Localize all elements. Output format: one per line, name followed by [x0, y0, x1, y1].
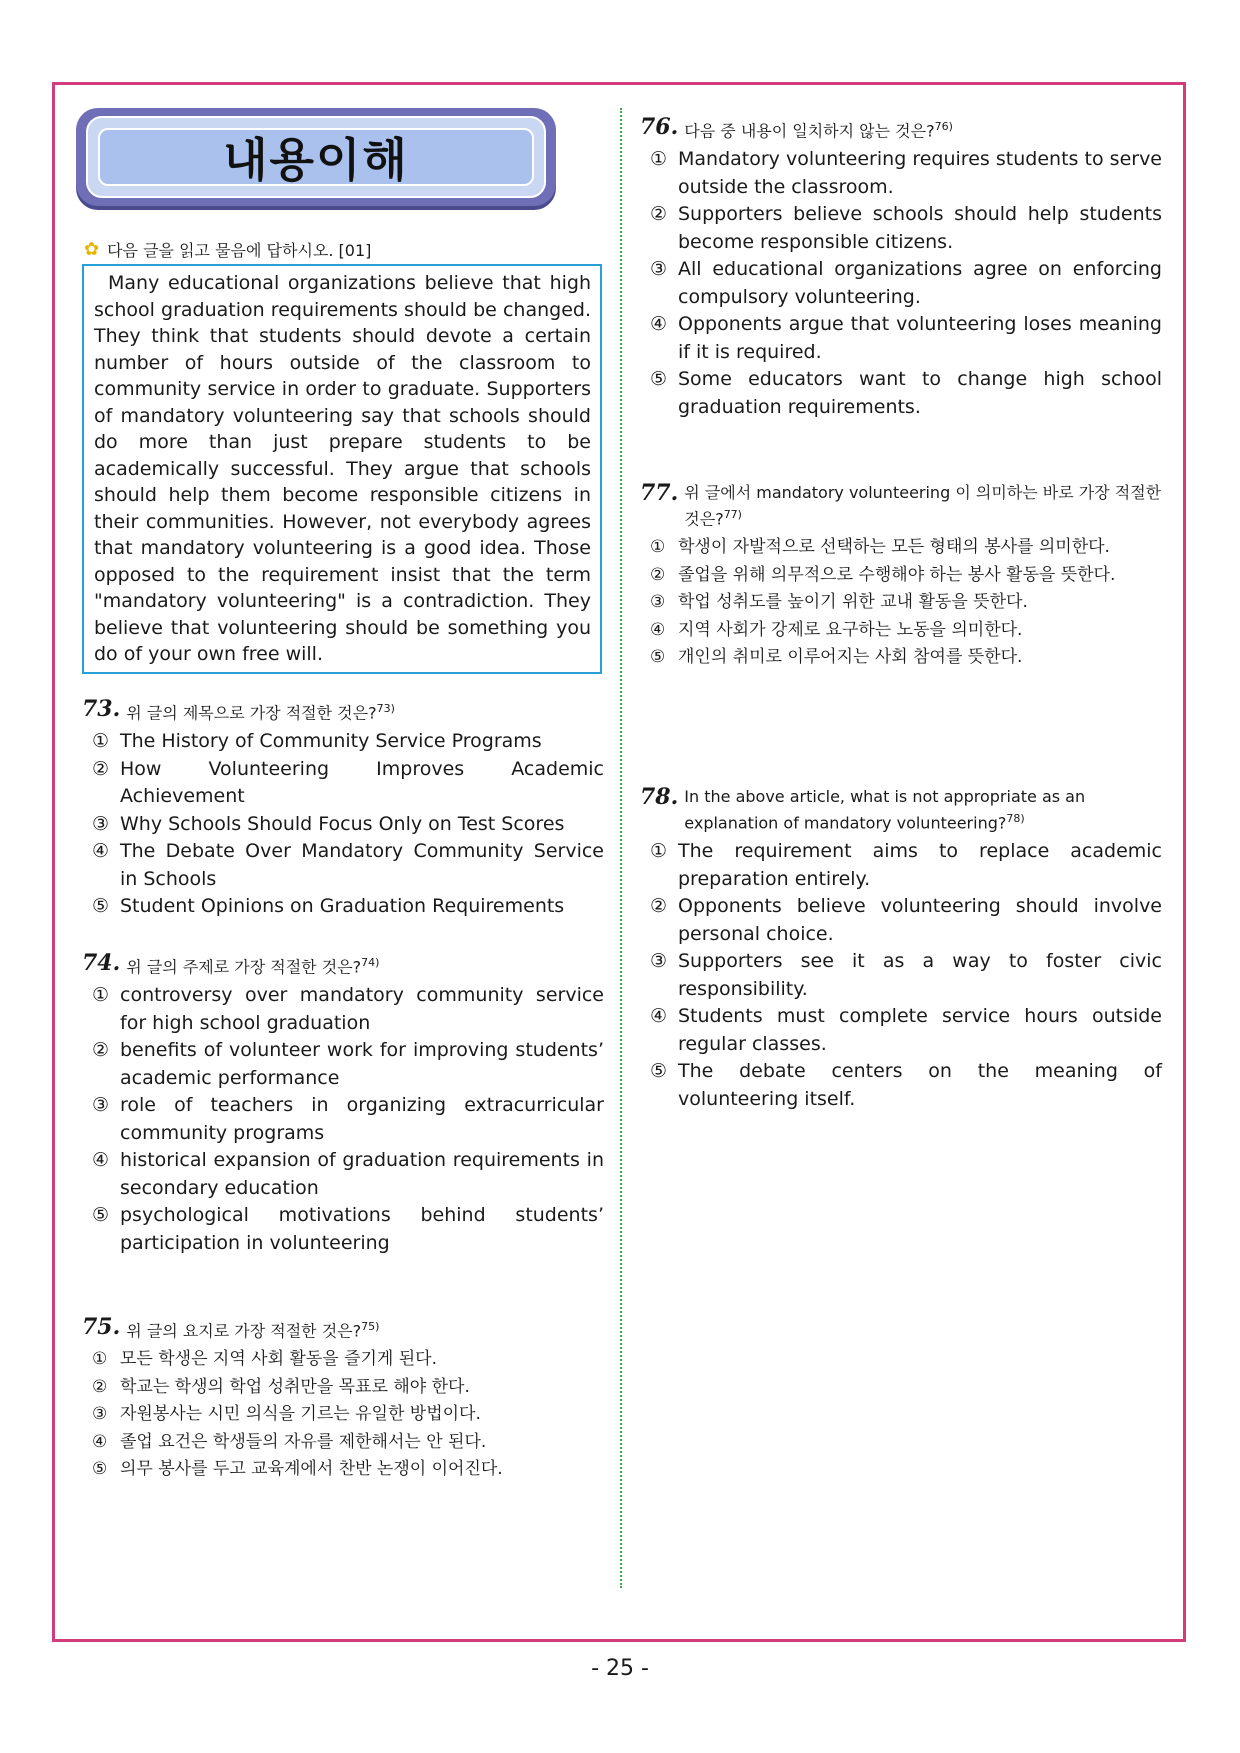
option-mark: ⑤ — [92, 895, 110, 918]
question-77 — [640, 482, 1162, 672]
question-ref: 76) — [934, 120, 953, 133]
section-title-badge — [76, 108, 556, 206]
option-text: benefits of volunteer work for improving students’ academic performance — [120, 1039, 604, 1089]
option-text: controversy over mandatory community service for high school graduation — [120, 984, 604, 1034]
option-mark: ④ — [650, 313, 668, 336]
option-text: 자원봉사는 시민 의식을 기르는 유일한 방법이다. — [120, 1404, 481, 1425]
option-4[interactable] — [92, 1147, 604, 1202]
option-text: The debate centers on the meaning of volunteering itself. — [678, 1060, 1162, 1110]
option-text: How Volunteering Improves Academic Achievement — [120, 757, 604, 808]
option-text: 졸업 요건은 학생들의 자유를 제한해서는 안 된다. — [120, 1431, 487, 1452]
options-74 — [82, 982, 604, 1257]
option-text: The requirement aims to replace academic preparation entirely. — [678, 840, 1162, 890]
option-text: The Debate Over Mandatory Community Service in Schools — [120, 840, 604, 890]
options-76 — [640, 146, 1162, 421]
question-text: 다음 중 내용이 일치하지 않는 것은? — [684, 121, 935, 141]
options-78 — [640, 838, 1162, 1113]
option-mark: ① — [650, 148, 668, 171]
option-text: Students must complete service hours outside regular classes. — [678, 1005, 1162, 1055]
option-5[interactable] — [650, 1058, 1162, 1113]
option-2[interactable] — [92, 1374, 604, 1402]
option-1[interactable] — [650, 534, 1162, 562]
option-mark: ② — [92, 1039, 110, 1062]
option-mark: ② — [92, 757, 110, 780]
option-text: 지역 사회가 강제로 요구하는 노동을 의미한다. — [678, 619, 1023, 640]
instruction-text: 다음 글을 읽고 물음에 답하시오. [01] — [107, 241, 372, 260]
question-number: 74. — [82, 950, 121, 976]
option-3[interactable] — [650, 589, 1162, 617]
question-75 — [82, 1316, 604, 1484]
option-text: 의무 봉사를 두고 교육계에서 찬반 논쟁이 이어진다. — [120, 1459, 503, 1480]
option-text: Some educators want to change high school graduation requirements. — [678, 368, 1162, 418]
option-2[interactable] — [650, 893, 1162, 948]
option-1[interactable] — [650, 838, 1162, 893]
question-text: In the above article, what is not appropriate as an explanation of mandatory volunteering? — [684, 787, 1086, 833]
question-76 — [640, 116, 1162, 421]
question-number: 76. — [640, 114, 679, 140]
option-4[interactable] — [92, 1429, 604, 1457]
flower-icon: ✿ — [84, 239, 100, 260]
option-text: historical expansion of graduation requirements in secondary education — [120, 1149, 604, 1199]
option-3[interactable] — [650, 948, 1162, 1003]
option-4[interactable] — [650, 311, 1162, 366]
option-mark: ⑤ — [650, 1060, 668, 1083]
question-text: 위 글에서 mandatory volunteering 이 의미하는 바로 가장 적절한 것은? — [684, 483, 1162, 529]
option-text: Mandatory volunteering requires students to serve outside the classroom. — [678, 148, 1162, 198]
option-mark: ② — [650, 895, 668, 918]
instruction — [84, 238, 371, 261]
option-mark: ③ — [92, 1094, 110, 1117]
section-title: 내용이해 — [223, 133, 409, 187]
option-4[interactable] — [650, 1003, 1162, 1058]
question-number: 73. — [82, 696, 121, 722]
options-73 — [82, 728, 604, 921]
option-5[interactable] — [92, 1202, 604, 1257]
option-2[interactable] — [650, 201, 1162, 256]
option-5[interactable] — [92, 893, 604, 921]
option-mark: ④ — [92, 1431, 108, 1452]
option-mark: ② — [650, 203, 668, 226]
option-text: Opponents argue that volunteering loses meaning if it is required. — [678, 313, 1162, 363]
option-text: Why Schools Should Focus Only on Test Scores — [120, 812, 565, 835]
question-ref: 74) — [361, 956, 380, 969]
reading-passage-box — [82, 264, 602, 674]
option-3[interactable] — [92, 811, 604, 839]
option-mark: ① — [650, 840, 668, 863]
option-mark: ⑤ — [92, 1204, 110, 1227]
page-number: - 25 - — [591, 1656, 649, 1681]
option-5[interactable] — [650, 366, 1162, 421]
option-mark: ⑤ — [650, 368, 668, 391]
option-4[interactable] — [92, 838, 604, 893]
option-mark: ③ — [92, 812, 110, 835]
option-text: 학교는 학생의 학업 성취만을 목표로 해야 한다. — [120, 1376, 470, 1397]
options-77 — [640, 534, 1162, 672]
option-text: The History of Community Service Programs — [120, 730, 542, 753]
question-ref: 73) — [376, 702, 395, 715]
question-text: 위 글의 주제로 가장 적절한 것은? — [126, 957, 362, 977]
option-text: role of teachers in organizing extracurricular community programs — [120, 1094, 604, 1144]
option-1[interactable] — [92, 1346, 604, 1374]
option-mark: ② — [650, 564, 666, 585]
option-mark: ④ — [650, 1005, 668, 1028]
option-mark: ④ — [650, 619, 666, 640]
option-text: 졸업을 위해 의무적으로 수행해야 하는 봉사 활동을 뜻한다. — [678, 564, 1116, 585]
option-4[interactable] — [650, 617, 1162, 645]
option-mark: ① — [92, 730, 110, 753]
option-1[interactable] — [92, 728, 604, 756]
option-1[interactable] — [92, 982, 604, 1037]
option-5[interactable] — [92, 1456, 604, 1484]
question-ref: 75) — [361, 1320, 380, 1333]
option-3[interactable] — [650, 256, 1162, 311]
option-text: Student Opinions on Graduation Requirements — [120, 895, 565, 918]
option-text: Supporters believe schools should help students become responsible citizens. — [678, 203, 1162, 253]
question-ref: 78) — [1006, 812, 1025, 825]
question-number: 75. — [82, 1314, 121, 1340]
option-text: 모든 학생은 지역 사회 활동을 즐기게 된다. — [120, 1349, 438, 1370]
option-text: All educational organizations agree on enforcing compulsory volunteering. — [678, 258, 1162, 308]
option-text: 개인의 취미로 이루어지는 사회 참여를 뜻한다. — [678, 647, 1023, 668]
passage-text: Many educational organizations believe that high school graduation requirements should be changed. They think that students should devote a certain number of hours outside of the classroom to community service in order to graduate. Supporters of mandatory volunteering say that schools should do more than just prepare students to be academically successful. They argue that schools should help them become responsible citizens in their communities. However, not everybody agrees that mandatory volunteering is a good idea. Those opposed to the requirement insist that the term "mandatory volunteering" is a contradiction. They believe that volunteering should be something you do of your own free will. — [94, 272, 591, 665]
option-mark: ④ — [92, 840, 110, 863]
option-2[interactable] — [92, 756, 604, 811]
question-ref: 77) — [723, 508, 742, 521]
question-78 — [640, 786, 1162, 1113]
option-mark: ⑤ — [650, 647, 666, 668]
question-73 — [82, 698, 604, 921]
option-5[interactable] — [650, 644, 1162, 672]
option-mark: ② — [92, 1376, 108, 1397]
question-text: 위 글의 요지로 가장 적절한 것은? — [126, 1321, 362, 1341]
question-number: 77. — [640, 480, 679, 506]
option-mark: ① — [92, 1349, 108, 1370]
option-mark: ⑤ — [92, 1459, 108, 1480]
column-divider — [620, 108, 622, 1588]
option-mark: ① — [650, 537, 666, 558]
option-text: 학업 성취도를 높이기 위한 교내 활동을 뜻한다. — [678, 592, 1028, 613]
option-3[interactable] — [92, 1401, 604, 1429]
option-text: Supporters see it as a way to foster civic responsibility. — [678, 950, 1162, 1000]
option-2[interactable] — [92, 1037, 604, 1092]
option-mark: ③ — [650, 950, 668, 973]
question-74 — [82, 952, 604, 1257]
option-text: Opponents believe volunteering should involve personal choice. — [678, 895, 1162, 945]
option-mark: ④ — [92, 1149, 110, 1172]
option-mark: ① — [92, 984, 110, 1007]
options-75 — [82, 1346, 604, 1484]
option-mark: ③ — [650, 258, 668, 281]
question-number: 78. — [640, 784, 679, 810]
question-text: 위 글의 제목으로 가장 적절한 것은? — [126, 703, 377, 723]
option-mark: ③ — [650, 592, 666, 613]
option-1[interactable] — [650, 146, 1162, 201]
option-mark: ③ — [92, 1404, 108, 1425]
option-text: 학생이 자발적으로 선택하는 모든 형태의 봉사를 의미한다. — [678, 537, 1110, 558]
option-3[interactable] — [92, 1092, 604, 1147]
option-text: psychological motivations behind students’ participation in volunteering — [120, 1204, 604, 1254]
option-2[interactable] — [650, 562, 1162, 590]
